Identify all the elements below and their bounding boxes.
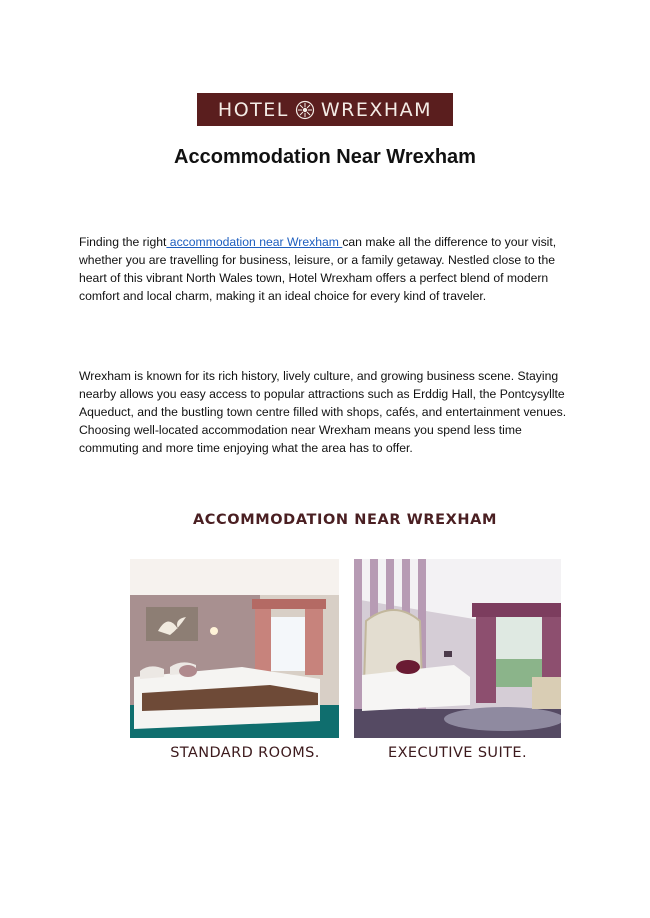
- standard-rooms-caption: STANDARD ROOMS.: [170, 745, 320, 761]
- executive-suite-photo: [354, 559, 561, 738]
- intro-paragraph: [79, 233, 573, 305]
- hotel-logo: [197, 93, 453, 126]
- executive-suite-caption: EXECUTIVE SUITE.: [388, 745, 527, 761]
- intro-text-after: can make all the difference to your visit, whether you are travelling for business, leisure, or a family getaway. Nestled close to the heart of this vibrant North Wales town, Hotel Wrexham offers a perfect blend of modern comfort and local charm, making it an ideal choice for every kind of traveler.: [79, 235, 557, 303]
- rosette-icon: [295, 100, 315, 120]
- standard-room-photo: [130, 559, 339, 738]
- wrexham-paragraph: Wrexham is known for its rich history, lively culture, and growing business scene. Staying nearby allows you easy access to popular attractions such as Erddig Hall, the Pontcysyllte Aqueduct, and the bustling town centre filled with shops, cafés, and entertainment venues. Choosing well-located accommodation near Wrexham means you spend less time commuting and more time enjoying what the area has to offer.: [79, 369, 567, 455]
- logo-text-hotel: HOTEL: [217, 98, 289, 121]
- accommodation-link[interactable]: accommodation near Wrexham: [166, 235, 343, 249]
- page-title: Accommodation Near Wrexham: [174, 146, 476, 168]
- logo-text-wrexham: WREXHAM: [320, 98, 433, 121]
- banner-heading: ACCOMMODATION NEAR WREXHAM: [192, 512, 498, 528]
- intro-text-before: Finding the right: [79, 235, 167, 249]
